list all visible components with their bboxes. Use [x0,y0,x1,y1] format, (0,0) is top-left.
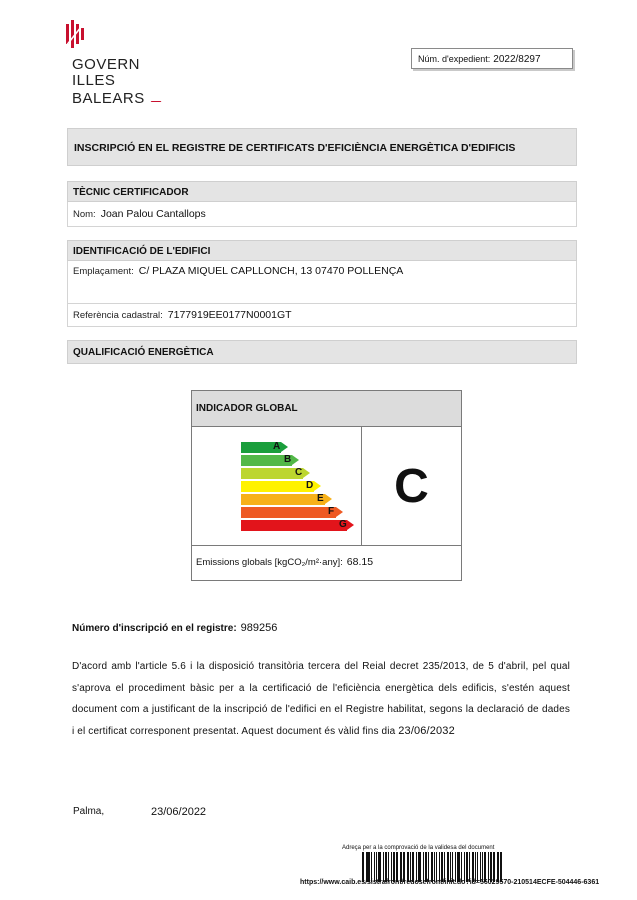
barcode-bar [425,852,427,882]
barcode-bar [385,852,387,882]
barcode-bar [431,852,433,882]
energy-arrow-letter: G [339,519,347,530]
qualificacio-heading: QUALIFICACIÓ ENERGÈTICA [67,340,577,364]
barcode-bar [400,852,401,882]
energy-arrow-tip [325,494,332,504]
barcode-bar [403,852,405,882]
nom-value: Joan Palou Cantallops [100,208,206,220]
barcode-bar [469,852,470,882]
energy-arrow-bar [241,468,303,479]
govern-illes-balears-logo-icon [66,20,86,48]
barcode-bar [416,852,417,882]
barcode-bar [383,852,384,882]
registre-row [72,622,277,634]
barcode-bar [455,852,457,882]
barcode-bar [434,852,436,882]
barcode-bar [436,852,437,882]
referencia-value: 7177919EE0177N0001GT [167,309,292,321]
energy-arrow-bar [241,481,314,492]
energy-arrow-bar [241,520,347,531]
barcode-bar [378,852,381,882]
barcode-bar [484,852,486,882]
registre-value: 989256 [240,622,278,634]
emplacament-row [67,261,577,304]
signature-place: Palma, [73,806,105,817]
energy-arrow-tip [303,468,310,478]
indicador-separator [191,545,462,546]
expedient-label: Núm. d'expedient: [418,54,491,64]
barcode-bar [407,852,409,882]
energy-arrow-letter: C [295,467,303,478]
barcode-bar [472,852,474,882]
document-title: INSCRIPCIÓ EN EL REGISTRE DE CERTIFICATS D'EFICIÈNCIA ENERGÈTICA D'EDIFICIS [67,128,577,166]
nom-label: Nom: [73,209,96,220]
expedient-value: 2022/8297 [493,54,541,65]
edifici-heading: IDENTIFICACIÓ DE L'EDIFICI [67,240,577,261]
energy-arrow-letter: E [317,493,324,504]
emplacament-label: Emplaçament: [73,266,134,277]
energy-arrow-tip [292,455,299,465]
barcode-bar [482,852,483,882]
barcode-bar [497,852,498,882]
barcode-bar [362,852,364,882]
energy-arrow-letter: D [306,480,314,491]
valid-until-date: 23/06/2032 [398,724,455,737]
barcode-bar [393,852,395,882]
energy-arrow-bar [241,494,325,505]
barcode-bar [490,852,492,882]
barcode-bar [488,852,489,882]
energy-arrow-bar [241,507,336,518]
barcode-bar [498,852,499,882]
logo-line-1: GOVERN [72,56,141,73]
emissions-label: Emissions globals [kgCO₂/m²·any]: [196,557,343,568]
expedient-box [411,48,573,69]
barcode-bar [401,852,402,882]
barcode-bar [388,852,389,882]
logo-line-2: ILLES [72,72,116,89]
barcode-bar [391,852,392,882]
barcode-bar [366,852,367,882]
verification-caption: Adreça per a la comprovació de la validesa del document [342,845,495,851]
emissions-value: 68.15 [346,556,374,568]
energy-arrow-tip [336,507,343,517]
tecnic-heading: TÈCNIC CERTIFICADOR [67,181,577,202]
energy-arrow-letter: F [328,506,335,517]
barcode-bar [457,852,460,882]
referencia-label: Referència cadastral: [73,310,163,321]
barcode-bar [450,852,451,882]
barcode-bar [439,852,440,882]
logo-line-3: BALEARS [72,90,145,107]
referencia-row [67,304,577,327]
barcode-bar [466,852,468,882]
registre-label: Número d'inscripció en el registre: [72,623,237,634]
barcode-bar [477,852,479,882]
barcode-bar [367,852,369,882]
barcode-bar [461,852,462,882]
barcode-bar [480,852,481,882]
logo-wordmark [72,57,156,107]
barcode-bar [444,852,445,882]
barcode-bar [500,852,502,882]
barcode-bar [412,852,414,882]
barcode-bar [441,852,443,882]
legal-paragraph [72,656,570,742]
barcode-bar [464,852,465,882]
barcode-bar [419,852,421,882]
emissions-row [196,556,373,568]
tecnic-nom-row [67,202,577,227]
barcode-bar [447,852,449,882]
barcode-bar [452,852,453,882]
barcode-bar [374,852,375,882]
barcode-bar [376,852,378,882]
energy-arrow-letter: B [284,454,292,465]
barcode-bar [371,852,372,882]
energy-arrow-tip [314,481,321,491]
barcode-bar [475,852,476,882]
barcode-bar [428,852,429,882]
barcode-bar [396,852,398,882]
energy-rating-letter: C [394,460,429,513]
barcode-bar [423,852,424,882]
energy-arrow-tip [281,442,288,452]
barcode-bar [410,852,411,882]
verification-code-icon [362,852,504,882]
legal-paragraph-text: D'acord amb l'article 5.6 i la disposició transitòria tercera del Reial decret 235/2013, de 5 d'abril, pel qual s'aprova el procediment bàsic per a la certificació de l'eficiència energètica dels edificis, s'estén aquest document com a justificant de la inscripció de l'edifici en el Registre habilitat, segons la declaració de dades i el certificat corresponent presentat. Aquest document és vàlid fins dia [72,661,570,737]
barcode-bar [493,852,495,882]
energy-arrow-letter: A [273,441,281,452]
verification-url[interactable]: https://www.caib.es/sistrafront/redosefront/init.do?id=56029570-210514ECFE-504446-6361 [300,879,600,886]
indicador-heading: INDICADOR GLOBAL [192,391,461,427]
barcode-bar [418,852,419,882]
emplacament-value: C/ PLAZA MIQUEL CAPLLONCH, 13 07470 POLLENÇA [138,265,404,277]
signature-date: 23/06/2022 [151,806,207,818]
energy-arrow-tip [347,520,354,530]
